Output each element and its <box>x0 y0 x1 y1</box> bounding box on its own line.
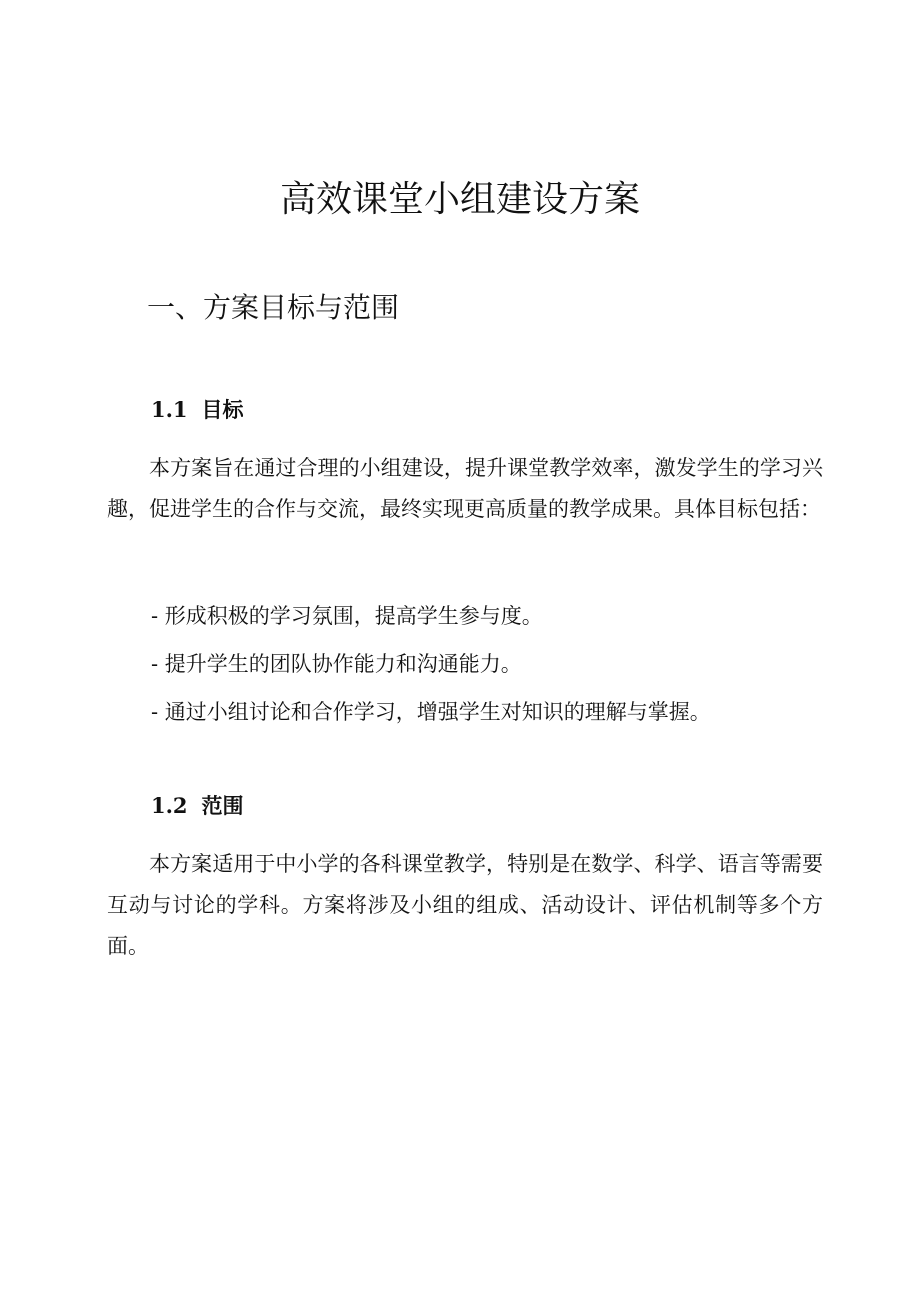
list-item: - 提升学生的团队协作能力和沟通能力。 <box>151 652 522 676</box>
document-title: 高效课堂小组建设方案 <box>279 179 640 220</box>
subsection-number: 1.2 <box>151 793 188 818</box>
subsection-heading-goals <box>151 394 244 426</box>
goals-paragraph: 本方案旨在通过合理的小组建设，提升课堂教学效率，激发学生的学习兴趣，促进学生的合作与交流，最终实现更高质量的教学成果。具体目标包括： <box>107 456 823 521</box>
list-item: - 形成积极的学习氛围，提高学生参与度。 <box>151 604 543 628</box>
subsection-heading-scope <box>151 790 244 822</box>
list-item: - 通过小组讨论和合作学习，增强学生对知识的理解与掌握。 <box>151 700 711 724</box>
subsection-label: 目标 <box>201 397 244 422</box>
goals-bullet-list <box>151 592 711 736</box>
section-heading-goals-scope: 一、方案目标与范围 <box>147 291 400 324</box>
subsection-number: 1.1 <box>151 397 188 422</box>
scope-paragraph: 本方案适用于中小学的各科课堂教学，特别是在数学、科学、语言等需要互动与讨论的学科。方案将涉及小组的组成、活动设计、评估机制等多个方面。 <box>107 852 823 958</box>
subsection-label: 范围 <box>201 793 244 818</box>
